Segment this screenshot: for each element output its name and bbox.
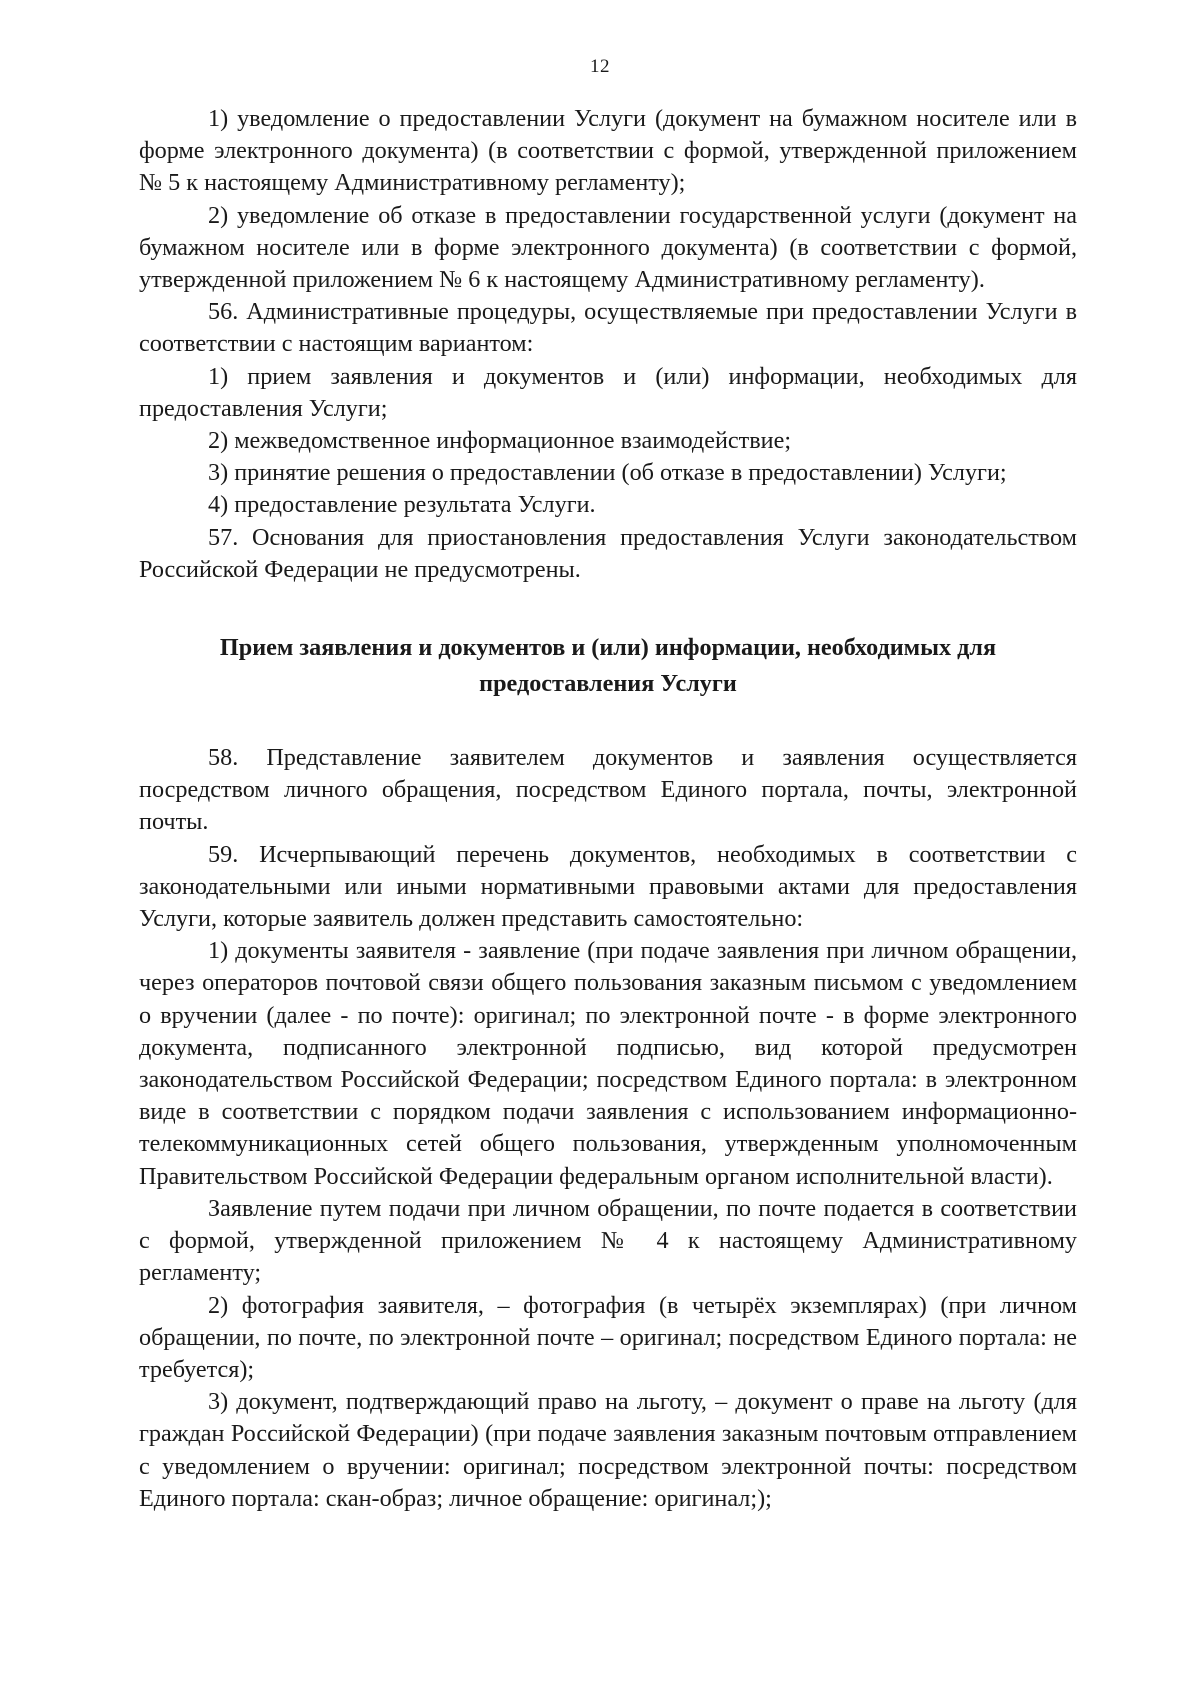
paragraph-result-notice: 1) уведомление о предоставлении Услуги (документ на бумажном носителе или в форме электронного документа) (в соответствии с формой, утвержденной приложением № 5 к настоящему Административному регламенту); [139, 105, 1077, 197]
paragraph-59-item-1: 1) документы заявителя - заявление (при подаче заявления при личном обращении, через операторов почтовой связи общего пользования заказным письмом с уведомлением о вручении (далее - по почте): оригинал; по электронной почте - в форме электронного документа, подписанного электронной подписью, вид которой предусмотрен законодательством Российской Федерации; посредством Единого портала: в электронном виде в соответствии с порядком подачи заявления с использованием информационно-телекоммуникационных сетей общего пользования, утвержденным уполномоченным Правительством Российской Федерации федеральным органом исполнительной власти). [139, 937, 1077, 1190]
paragraph-application-form: Заявление путем подачи при личном обращении, по почте подается в соответствии с формой, утвержденной приложением № 4 к настоящему Административному регламенту; [139, 1194, 1077, 1287]
paragraph-56-item-2: 2) межведомственное информационное взаимодействие; [208, 427, 792, 455]
paragraph-59-item-2: 2) фотография заявителя, – фотография (в четырёх экземплярах) (при личном обращении, по почте, по электронной почте – оригинал; посредством Единого портала: не требуется); [139, 1291, 1077, 1383]
paragraph-57: 57. Основания для приостановления предоставления Услуги законодательством Российской Федерации не предусмотрены. [139, 523, 1077, 583]
paragraph-59-item-3: 3) документ, подтверждающий право на льготу, – документ о праве на льготу (для граждан Российской Федерации) (при подаче заявления заказным почтовым отправлением с уведомлением о вручении: оригинал; посредством электронной почты: посредством Единого портала: скан-образ; личное обращение: оригинал;); [139, 1388, 1077, 1512]
paragraph-refusal-notice: 2) уведомление об отказе в предоставлении государственной услуги (документ на бумажном носителе или в форме электронного документа) (в соответствии с формой, утвержденной приложением № 6 к настоящему Административному регламенту). [139, 201, 1077, 294]
paragraph-59: 59. Исчерпывающий перечень документов, необходимых в соответствии с законодательными или иными нормативными правовыми актами для предоставления Услуги, которые заявитель должен представить самостоятельно: [139, 840, 1077, 933]
page-number: 12 [590, 56, 610, 77]
paragraph-58: 58. Представление заявителем документов и заявления осуществляется посредством личного обращения, посредством Единого портала, почты, электронной почты. [139, 744, 1077, 836]
paragraph-56-item-4: 4) предоставление результата Услуги. [208, 491, 596, 519]
section-heading [139, 630, 1077, 702]
document-body [139, 103, 1077, 1515]
section-heading-line-1: Прием заявления и документов и (или) информации, необходимых для [219, 634, 997, 662]
section-heading-line-2: предоставления Услуги [479, 670, 737, 698]
paragraph-56-item-3: 3) принятие решения о предоставлении (об отказе в предоставлении) Услуги; [208, 459, 1007, 487]
paragraph-56: 56. Административные процедуры, осуществляемые при предоставлении Услуги в соответствии с настоящим вариантом: [139, 298, 1077, 358]
paragraph-56-item-1: 1) прием заявления и документов и (или) информации, необходимых для предоставления Услуги; [139, 362, 1077, 422]
